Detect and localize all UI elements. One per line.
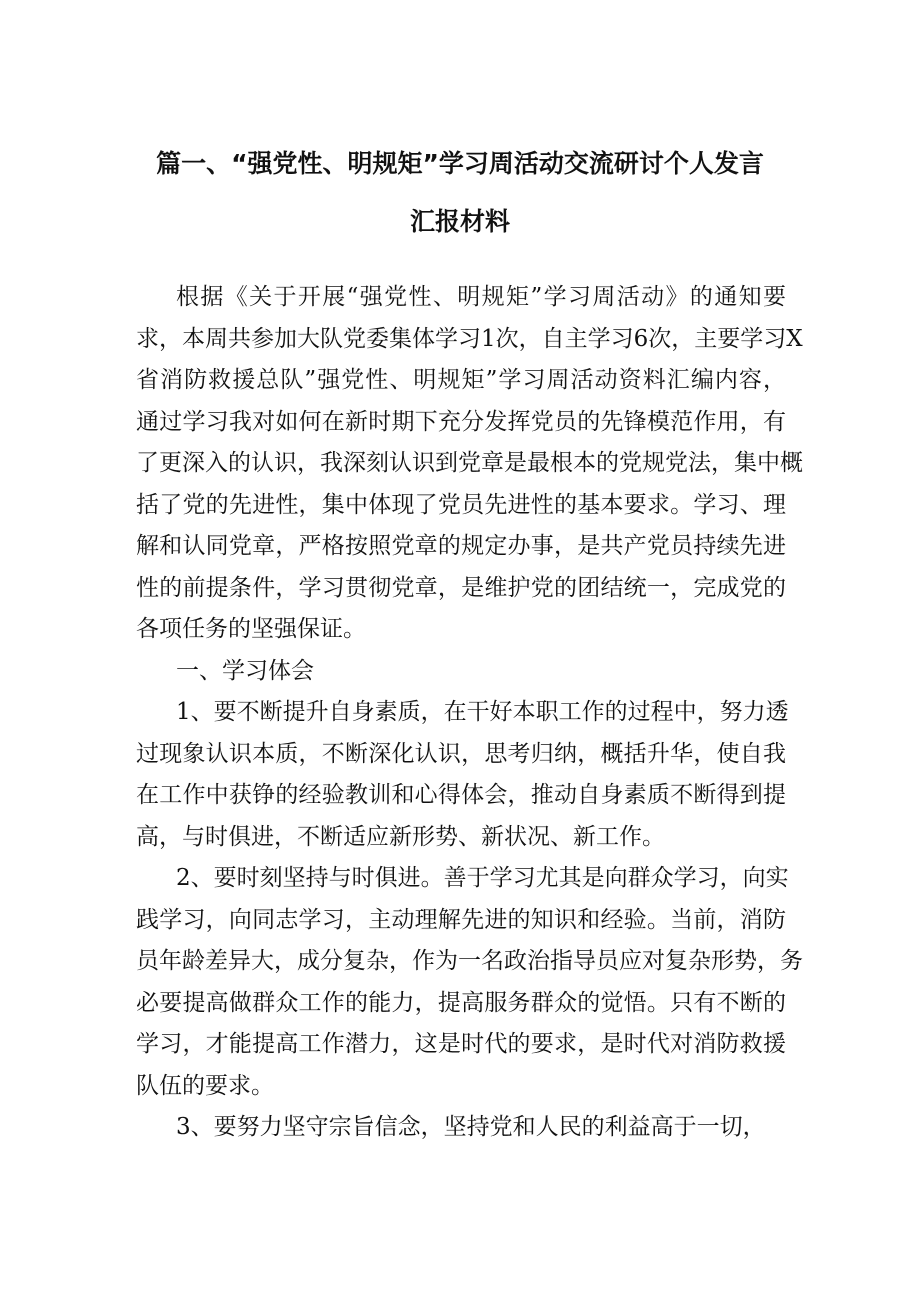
item-1-line-4: 高，与时俱进，不断适应新形势、新状况、新工作。 xyxy=(136,824,665,850)
intro-line-9: 各项任务的坚强保证。 xyxy=(136,616,366,642)
intro-line-3: 省消防救援总队”强党性、明规矩”学习周活动资料汇编内容， xyxy=(136,367,786,393)
item-1-line-2: 过现象认识本质，不断深化认识，思考归纳，概括升华，使自我 xyxy=(136,741,786,767)
intro-line-7: 解和认同党章，严格按照党章的规定办事，是共产党员持续先进 xyxy=(136,533,786,559)
section-heading: 一、学习体会 xyxy=(176,658,314,684)
item-2-line-6: 队伍的要求。 xyxy=(136,1073,274,1099)
document-title-line-2: 汇报材料 xyxy=(409,207,510,236)
item-2-line-1: 2、要时刻坚持与时俱进。善于学习尤其是向群众学习，向实 xyxy=(176,865,789,891)
intro-line-2: 求，本周共参加大队党委集体学习1次，自主学习6次，主要学习X xyxy=(136,326,803,352)
document-title-line-1: 篇一、“强党性、明规矩”学习周活动交流研讨个人发言 xyxy=(156,149,764,178)
item-2-line-4: 必要提高做群众工作的能力，提高服务群众的觉悟。只有不断的 xyxy=(136,990,786,1016)
intro-line-5: 了更深入的认识，我深刻认识到党章是最根本的党规党法，集中概 xyxy=(136,450,803,476)
item-2-line-2: 践学习，向同志学习，主动理解先进的知识和经验。当前，消防 xyxy=(136,907,786,933)
item-1-line-1: 1、要不断提升自身素质，在干好本职工作的过程中，努力透 xyxy=(176,699,789,725)
intro-line-8: 性的前提条件，学习贯彻党章，是维护党的团结统一，完成党的 xyxy=(136,575,786,601)
intro-line-6: 括了党的先进性，集中体现了党员先进性的基本要求。学习、理 xyxy=(136,492,786,518)
item-3-line-1: 3、要努力坚守宗旨信念，坚持党和人民的利益高于一切， xyxy=(176,1114,766,1140)
intro-line-4: 通过学习我对如何在新时期下充分发挥党员的先锋模范作用，有 xyxy=(136,409,786,435)
item-2-line-3: 员年龄差异大，成分复杂，作为一名政治指导员应对复杂形势，务 xyxy=(136,948,803,974)
intro-line-1: 根据《关于开展“强党性、明规矩”学习周活动》的通知要 xyxy=(176,284,786,310)
item-2-line-5: 学习，才能提高工作潜力，这是时代的要求，是时代对消防救援 xyxy=(136,1031,786,1057)
item-1-line-3: 在工作中获铮的经验教训和心得体会，推动自身素质不断得到提 xyxy=(136,782,786,808)
